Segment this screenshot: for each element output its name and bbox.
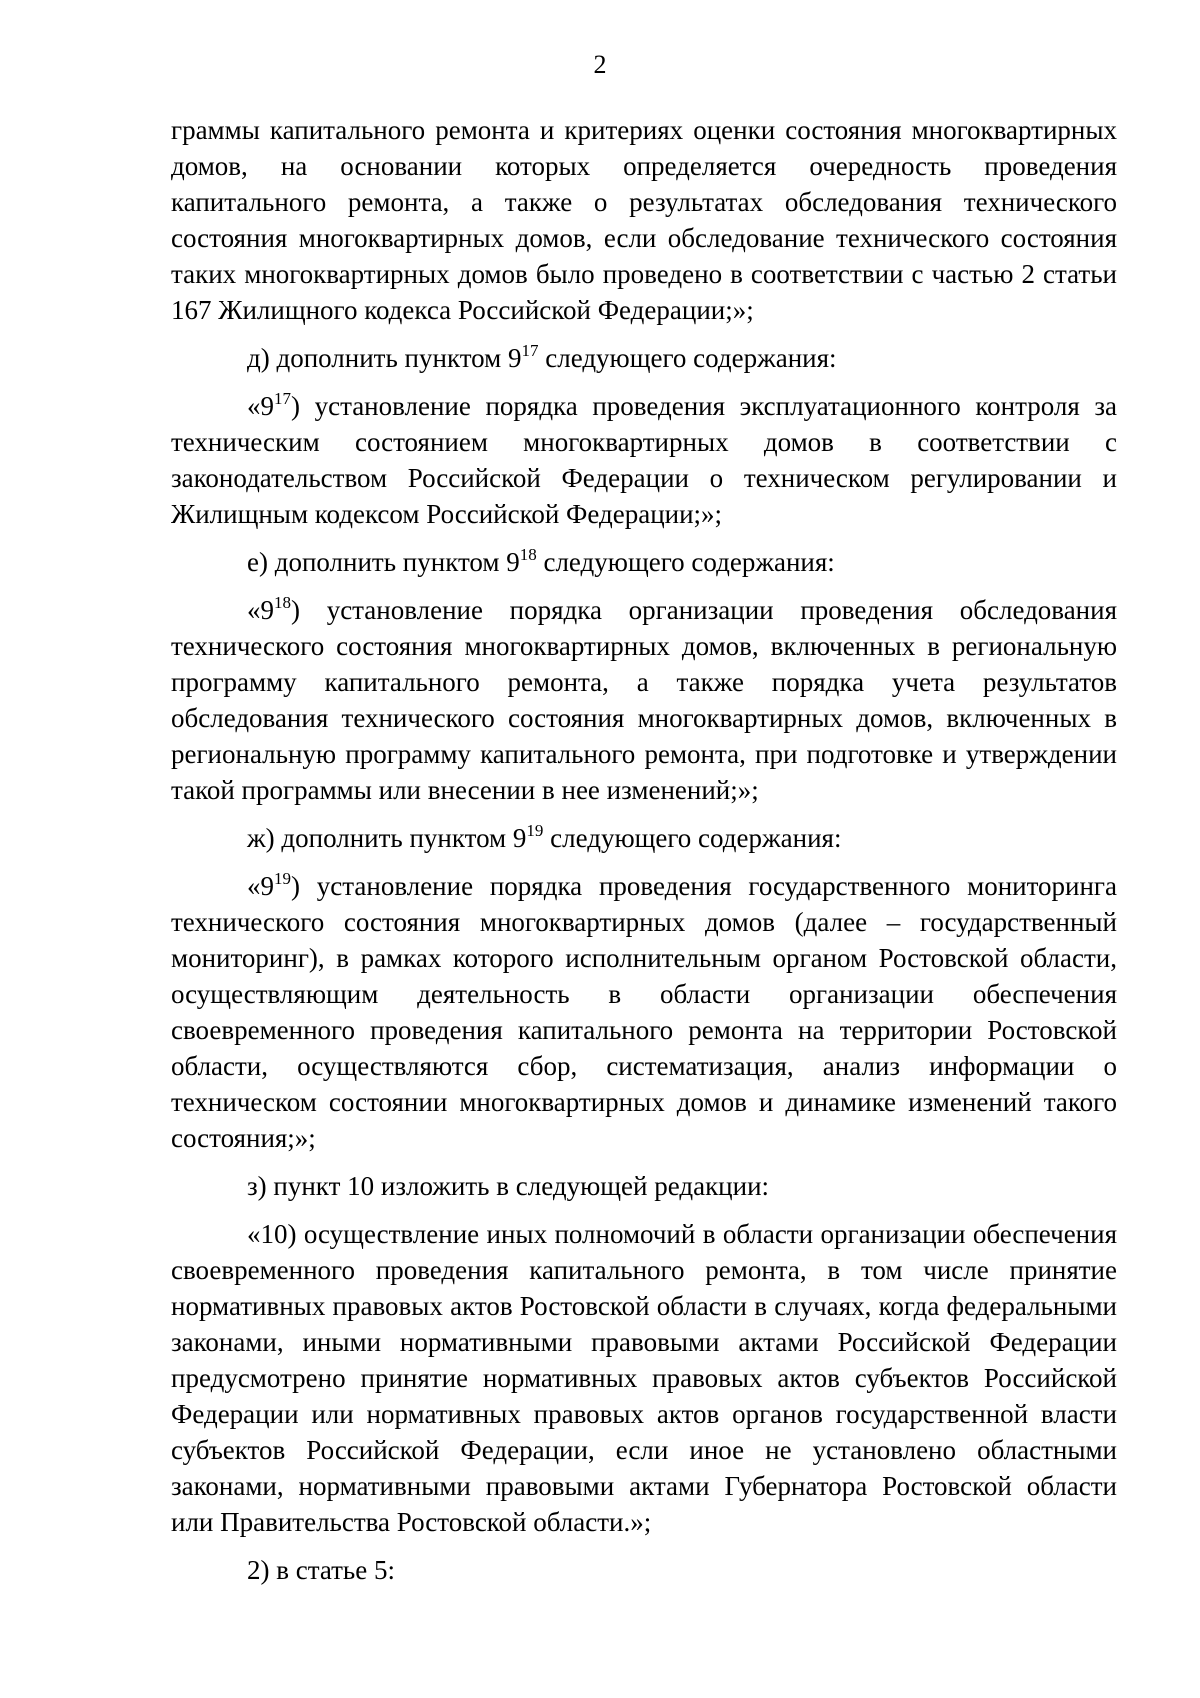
superscript: 17 [274, 389, 291, 408]
paragraph-continuation: граммы капитального ремонта и критериях оценки состояния многоквартирных домов, на основании которых определяется очередность проведения капитального ремонта, а также о результатах обследования технического состояния многоквартирных домов, если обследование технического состояния таких многоквартирных домов было проведено в соответствии с частью 2 статьи 167 Жилищного кодекса Российской Федерации;»; [171, 115, 1117, 325]
paragraph-text: «9 [247, 391, 274, 421]
paragraph-text: ж) дополнить пунктом 9 [247, 823, 527, 853]
paragraph-point-9-17 [171, 388, 1117, 532]
superscript: 17 [521, 341, 539, 360]
paragraph-point-10: «10) осуществление иных полномочий в области организации обеспечения своевременного проведения капитального ремонта, в том числе принятие нормативных правовых актов Ростовской области в случаях, когда федеральными законами, иными нормативными правовыми актами Российской Федерации предусмотрено принятие нормативных правовых актов субъектов Российской Федерации или нормативных правовых актов органов государственной власти субъектов Российской Федерации, если иное не установлено областными законами, нормативными правовыми актами Губернатора Ростовской области или Правительства Ростовской области.»; [171, 1219, 1117, 1537]
paragraph-text: следующего содержания: [536, 547, 835, 577]
paragraph-text: ) установление порядка проведения государственного мониторинга технического состояния многоквартирных домов (далее – государственный мониторинг), в рамках которого исполнительным органом Ростовской области, осуществляющим деятельность в области организации обеспечения своевременного проведения капитального ремонта на территории Ростовской области, осуществляются сбор, систематизация, анализ информации о техническом состоянии многоквартирных домов и динамике изменений такого состояния;»; [171, 871, 1117, 1153]
paragraph-text: «9 [247, 871, 274, 901]
paragraph-article-5: 2) в статье 5: [247, 1555, 395, 1585]
paragraph-item-d [171, 340, 1117, 376]
paragraph-text: ) установление порядка организации проведения обследования технического состояния многоквартирных домов, включенных в региональную программу капитального ремонта, а также порядка учета результатов обследования технического состояния многоквартирных домов, включенных в региональную программу капитального ремонта, при подготовке и утверждении такой программы или внесении в нее изменений;»; [171, 595, 1117, 805]
paragraph-text: следующего содержания: [538, 343, 837, 373]
superscript: 18 [274, 593, 291, 612]
paragraph-text: следующего содержания: [543, 823, 842, 853]
superscript: 18 [519, 545, 537, 564]
document-body [171, 112, 1117, 1588]
paragraph-text: ) установление порядка проведения эксплуатационного контроля за техническим состоянием многоквартирных домов в соответствии с законодательством Российской Федерации о техническом регулировании и Жилищным кодексом Российской Федерации;»; [171, 391, 1117, 529]
superscript: 19 [274, 869, 291, 888]
paragraph-point-9-19 [171, 868, 1117, 1156]
paragraph-text: д) дополнить пунктом 9 [247, 343, 522, 373]
paragraph-item-z: з) пункт 10 изложить в следующей редакции: [247, 1171, 770, 1201]
paragraph-text: «9 [247, 595, 274, 625]
paragraph-point-9-18 [171, 592, 1117, 808]
paragraph-text: е) дополнить пунктом 9 [247, 547, 520, 577]
paragraph-item-zh [171, 820, 1117, 856]
superscript: 19 [526, 821, 544, 840]
paragraph-item-e [171, 544, 1117, 580]
page-number: 2 [593, 50, 607, 79]
